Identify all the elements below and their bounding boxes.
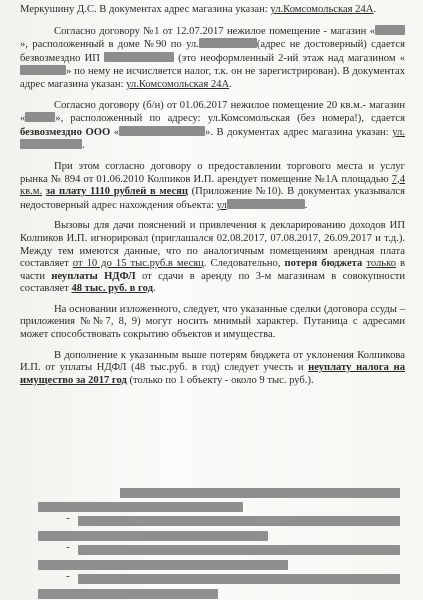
redaction	[25, 112, 55, 122]
paragraph-5	[20, 220, 405, 296]
redaction	[104, 52, 174, 62]
text: . Следовательно,	[203, 258, 285, 270]
area-value: 7,4 кв.м.	[20, 173, 405, 198]
text: .	[229, 78, 232, 90]
loss-sum: 48 тыс. руб. в год	[71, 283, 153, 295]
text: », расположенный в доме №90 по ул.	[20, 39, 199, 51]
text: При этом согласно договору о предоставлении торгового места и услуг рынка № 894 от 01.06.2010 Колпиков И.П. арендует помещение №1А площадью	[20, 160, 405, 185]
text: «	[110, 126, 120, 138]
bold-text: безвозмездно ООО	[20, 126, 111, 138]
list-dash: -	[66, 541, 70, 553]
store-address: ул.Комсомольская 24А	[126, 78, 230, 90]
paragraph-1	[20, 4, 405, 17]
text: от сдачи в аренду по 3-м магазинам в совокупности составляет	[20, 270, 405, 295]
rent-value: за плату 1110 рублей в месяц	[45, 186, 188, 198]
paragraph-6: На основании изложенного, следует, что указанные сделки (договора ссуды – приложения №№7, 8, 9) могут носить мнимый характер. Путаница с адресами может способствовать сокрытию объектов и имущества.	[20, 303, 405, 341]
text: (адрес не достоверный) сдается безвозмездно ИП	[20, 39, 405, 64]
paragraph-3	[20, 100, 405, 153]
rent-range: от 10 до 15 тыс.руб.в месяц	[72, 258, 204, 270]
redacted-line	[38, 589, 218, 599]
text: .	[152, 283, 156, 295]
redaction	[119, 126, 205, 136]
list-dash: -	[66, 512, 70, 524]
text: .	[304, 199, 308, 211]
redacted-line	[38, 502, 243, 512]
redacted-line	[38, 560, 288, 570]
paragraph-7	[20, 350, 405, 388]
paragraph-2	[20, 25, 405, 92]
redaction	[20, 65, 66, 75]
redacted-line	[78, 545, 400, 555]
text: в части	[20, 258, 406, 282]
text: В дополнение к указанным выше потерям бюджета от уклонения Колпикова И.П. от уплаты НДФЛ (48 тыс.руб. в год) следует учесть и	[20, 349, 405, 374]
property-tax-nonpayment: неуплату налога на имущество за 2017 год	[20, 362, 405, 386]
redaction	[20, 139, 82, 149]
redaction	[199, 38, 257, 48]
text: » по нему не исчисляется налог, т.к. он не зарегистрирован). В документах адрес магазина указан:	[20, 66, 405, 90]
text: ». В документах адрес магазина указан:	[205, 126, 393, 138]
bold-text: неуплаты НДФЛ	[51, 270, 136, 282]
text: Вызовы для дачи пояснений и привлечения к декларированию доходов ИП Колпиков И.П. игнорировал (приглашался 02.08.2017, 07.08.2017, 26.09.2017 и т.д.). Между тем имеются данные, что по аналогичным помещениям арендная плата составляет	[20, 220, 405, 270]
list-dash: -	[66, 570, 70, 582]
redacted-line	[78, 574, 400, 584]
redacted-line	[78, 516, 400, 526]
redaction	[227, 199, 305, 209]
text: Меркушину Д.С. В документах адрес магазина указан:	[20, 4, 271, 15]
text: Согласно договору (б/н) от 01.06.2017 нежилое помещение 20 кв.м.- магазин «	[20, 99, 405, 125]
store-address: ул.Комсомольская 24А	[270, 4, 374, 15]
object-address: ул	[216, 199, 227, 211]
text: (только по 1 объекту - около 9 тыс. руб.).	[126, 374, 314, 386]
redacted-line	[38, 531, 268, 541]
redaction	[375, 25, 405, 35]
store-address: ул.	[392, 126, 405, 138]
bold-text: потеря бюджета	[284, 258, 363, 270]
text: », расположенный по адресу: ул.Комсомольская (без номера!), сдается	[55, 113, 405, 125]
redacted-line	[120, 488, 400, 498]
text: (Приложение №10). В документах указывался недостоверный адрес нахождения объекта:	[20, 186, 405, 211]
underlined-text: только	[366, 258, 396, 270]
text: .	[82, 140, 85, 152]
text: (это неоформленный 2-ий этаж над магазином «	[174, 52, 406, 64]
text: .	[373, 4, 377, 15]
text: Согласно договору №1 от 12.07.2017 нежилое помещение - магазин «	[54, 25, 375, 37]
paragraph-4	[20, 161, 405, 212]
